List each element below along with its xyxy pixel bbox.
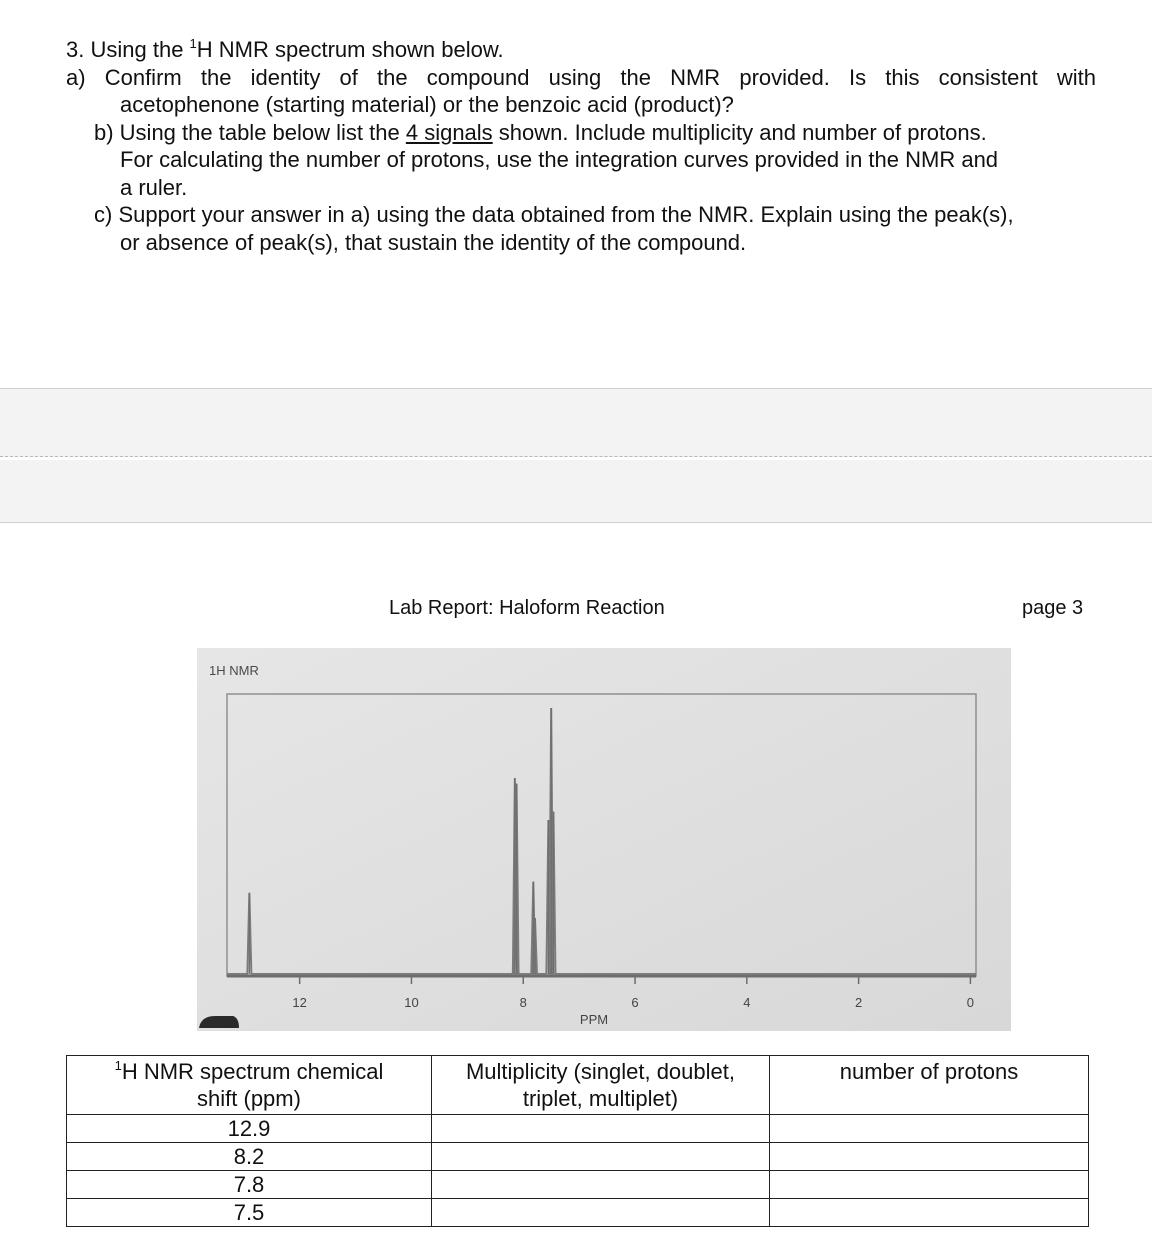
protons-cell[interactable] <box>770 1143 1089 1171</box>
shift-cell: 7.5 <box>67 1199 432 1227</box>
nmr-spectrum-chart <box>197 648 1011 1031</box>
page-break-band-bottom <box>0 460 1152 523</box>
header-chemical-shift: $^1$H NMR spectrum chemical shift (ppm) <box>67 1056 432 1115</box>
table-row <box>67 1199 1089 1227</box>
x-tick-label: 0 <box>966 995 975 1010</box>
x-tick-label: 6 <box>631 995 639 1010</box>
table-row <box>67 1171 1089 1199</box>
part-b-line-2: For calculating the number of protons, use the integration curves provided in the NMR and <box>120 147 999 172</box>
page-number: page 3 <box>1022 597 1084 619</box>
x-tick-label: 12 <box>292 995 307 1010</box>
table-row <box>67 1115 1089 1143</box>
report-title: Lab Report: Haloform Reaction <box>389 597 665 619</box>
question-3 <box>66 36 1096 256</box>
part-a-line-2: acetophenone (starting material) or the benzoic acid (product)? <box>120 92 734 117</box>
part-a-line-1: a) Confirm the identity of the compound using the NMR provided. Is this consistent with <box>66 64 1096 90</box>
part-c-line-2: or absence of peak(s), that sustain the identity of the compound. <box>120 229 747 255</box>
protons-cell[interactable] <box>770 1171 1089 1199</box>
multiplicity-cell[interactable] <box>432 1115 770 1143</box>
part-b-line-1: b) Using the table below list the 4 signals shown. Include multiplicity and number of protons. <box>94 119 987 145</box>
table-row <box>67 1143 1089 1171</box>
shift-cell: 7.8 <box>67 1171 432 1199</box>
header-multiplicity: Multiplicity (singlet, doublet, triplet, multiplet) <box>432 1056 770 1115</box>
signals-table <box>66 1055 1089 1227</box>
table-header-row <box>67 1056 1089 1115</box>
spectrum-title: 1H NMR <box>209 663 259 678</box>
protons-cell[interactable] <box>770 1115 1089 1143</box>
multiplicity-cell[interactable] <box>432 1199 770 1227</box>
shift-cell: 8.2 <box>67 1143 432 1171</box>
x-tick-label: 4 <box>743 995 751 1010</box>
multiplicity-cell[interactable] <box>432 1143 770 1171</box>
header-number-of-protons: number of protons <box>770 1056 1089 1115</box>
x-tick-label: 10 <box>404 995 419 1010</box>
x-tick-label: 8 <box>519 995 527 1010</box>
x-axis-label: PPM <box>579 1012 609 1027</box>
part-c-line-1: c) Support your answer in a) using the data obtained from the NMR. Explain using the peak(s), <box>94 202 1014 227</box>
page-break-dashed-line <box>0 456 1152 457</box>
page-break-band-top <box>0 388 1152 457</box>
nmr-spectrum-photo <box>197 648 1011 1031</box>
question-number: 3. <box>66 37 85 62</box>
underlined-signals: 4 signals <box>405 119 493 145</box>
x-tick-label: 2 <box>855 995 863 1010</box>
question-intro: 3. Using the $^1$H NMR spectrum shown below. <box>66 36 504 62</box>
multiplicity-cell[interactable] <box>432 1171 770 1199</box>
part-b-line-3: a ruler. <box>120 174 188 200</box>
shift-cell: 12.9 <box>67 1115 432 1143</box>
protons-cell[interactable] <box>770 1199 1089 1227</box>
